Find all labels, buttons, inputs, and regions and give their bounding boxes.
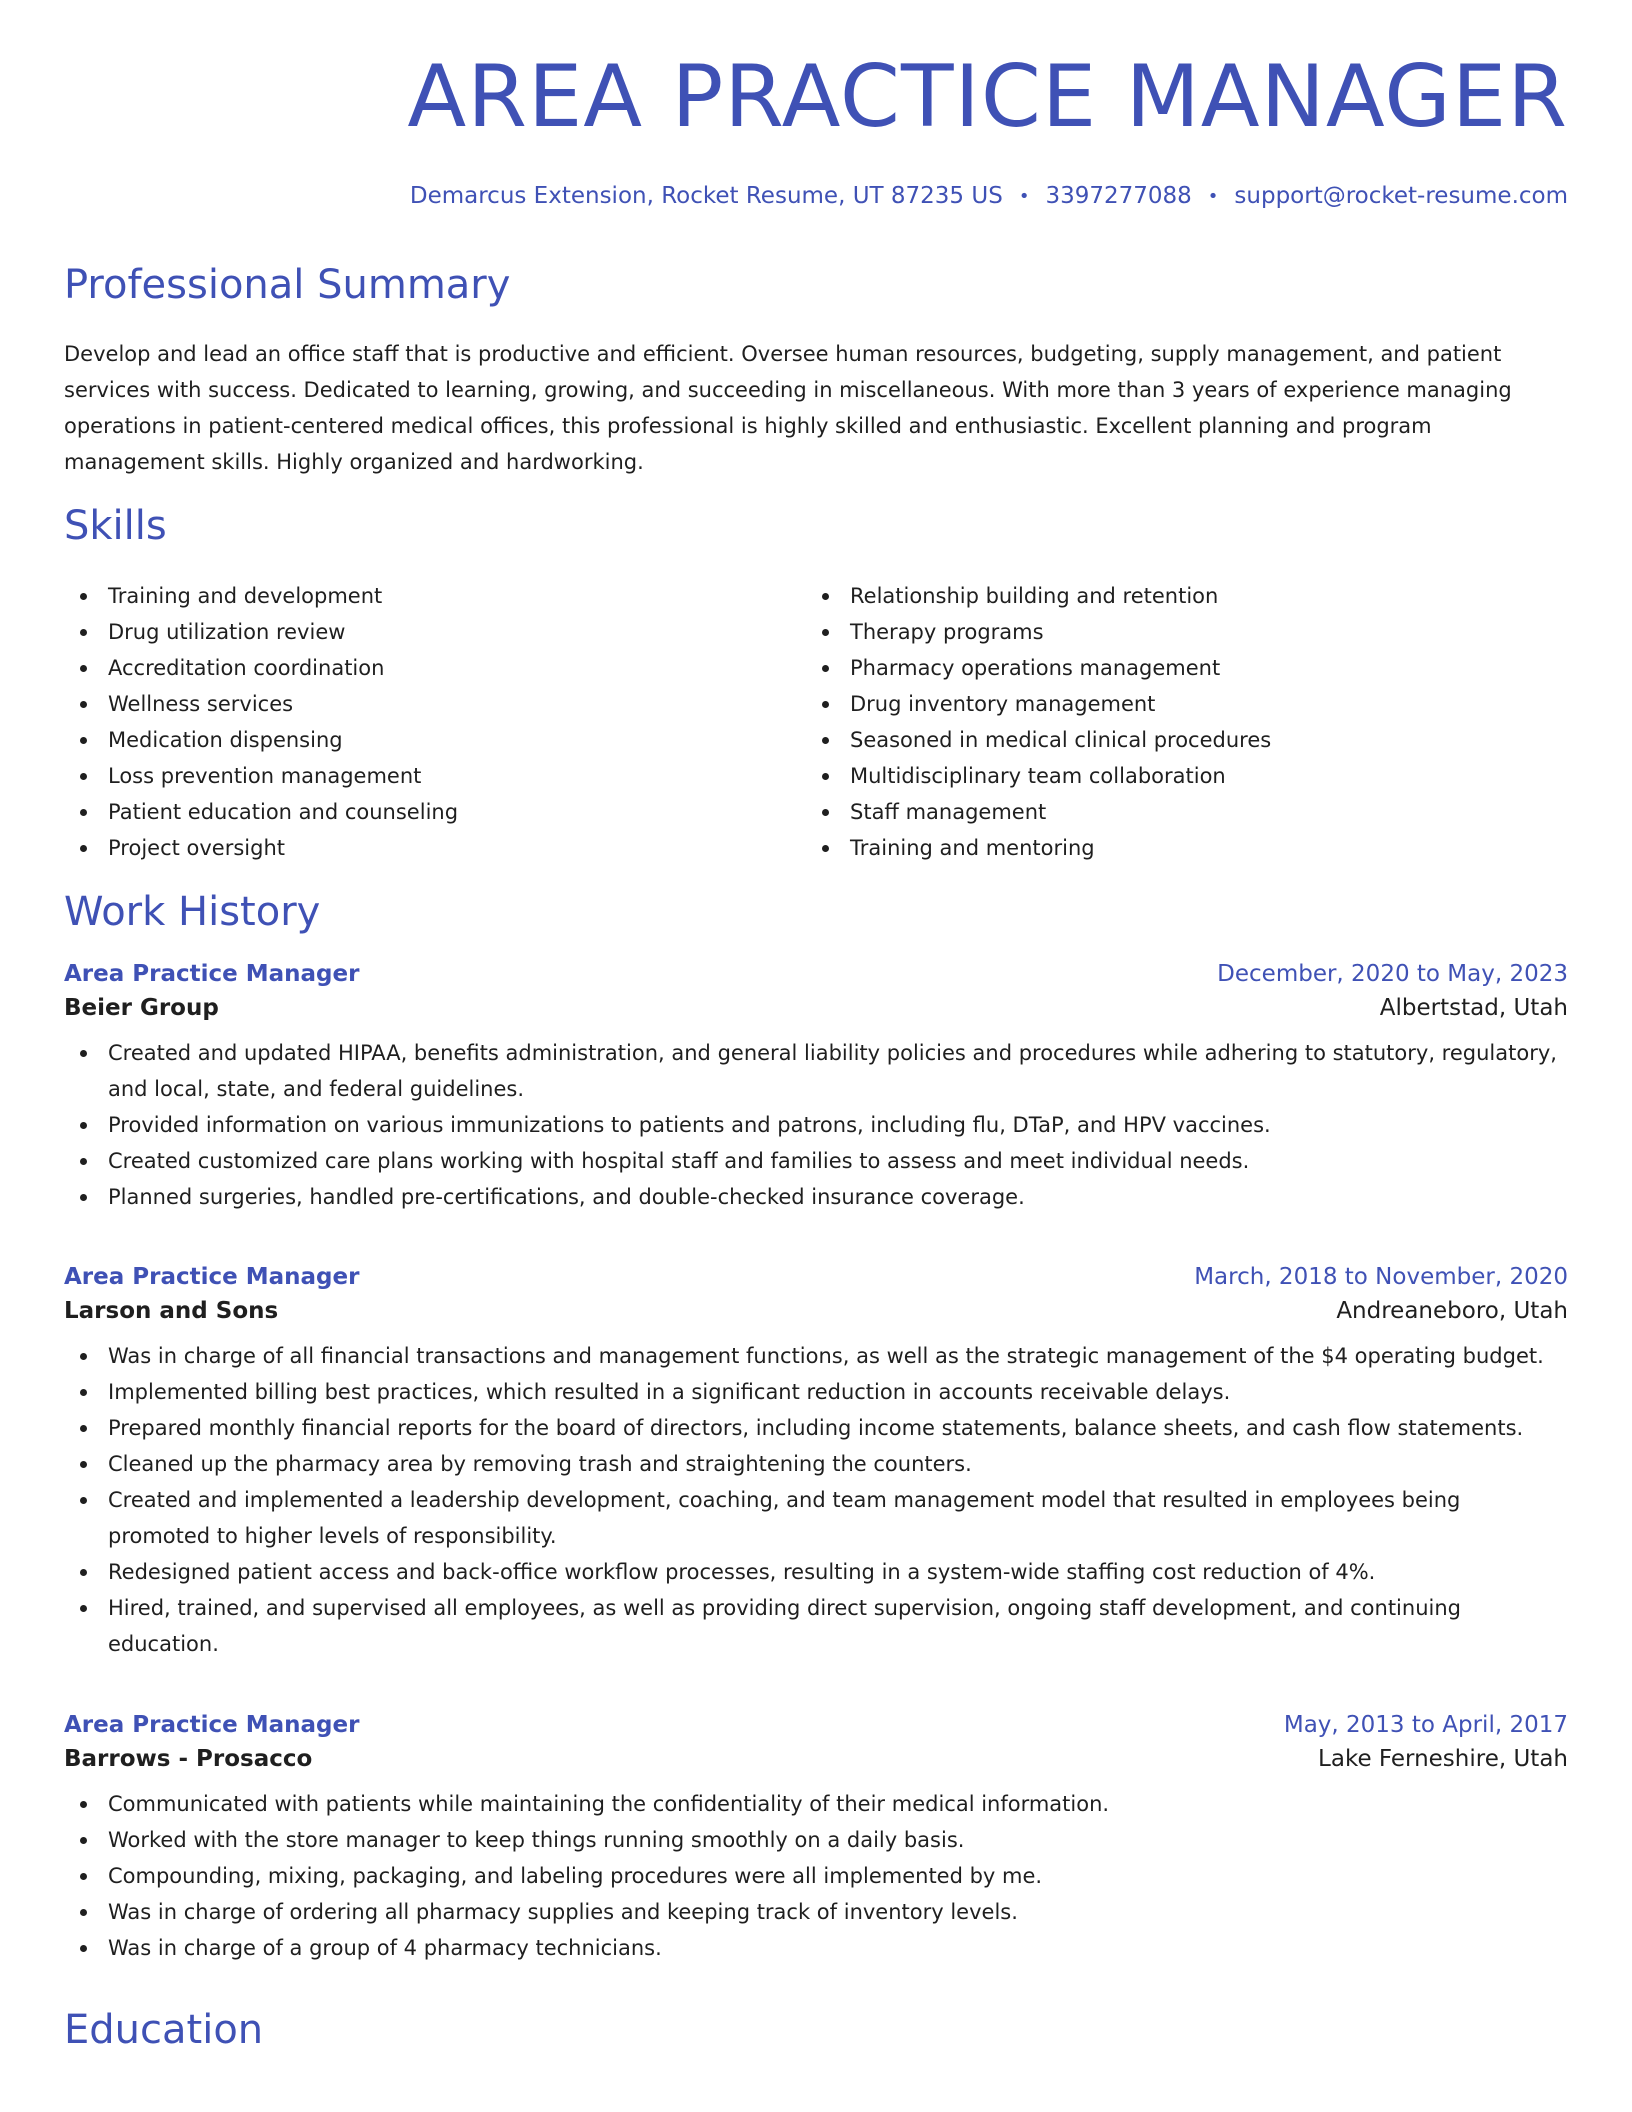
job-duty: Was in charge of ordering all pharmacy supplies and keeping track of inventory levels. [64,1894,1568,1930]
skill-item: Drug inventory management [806,686,1548,722]
skill-item: Patient education and counseling [64,794,806,830]
job-title: Area Practice Manager [64,1712,360,1738]
job-duty: Created customized care plans working with hospital staff and families to assess and meet individual needs. [64,1143,1568,1179]
job-company: Larson and Sons [64,1298,279,1324]
skill-item: Loss prevention management [64,758,806,794]
skill-item: Medication dispensing [64,722,806,758]
job-duty: Prepared monthly financial reports for the board of directors, including income statements, balance sheets, and cash flow statements. [64,1410,1568,1446]
job-duties [64,1035,1568,1215]
job-duty: Hired, trained, and supervised all employees, as well as providing direct supervision, ongoing staff development, and continuing education. [64,1590,1568,1662]
job-dates: March, 2018 to November, 2020 [1194,1264,1568,1290]
job-location: Andreaneboro, Utah [1336,1298,1568,1324]
skill-item: Staff management [806,794,1548,830]
skills-column-left [64,578,806,866]
job-company: Barrows - Prosacco [64,1746,313,1772]
skill-item: Pharmacy operations management [806,650,1548,686]
job-duty: Created and updated HIPAA, benefits administration, and general liability policies and procedures while adhering to statutory, regulatory, and local, state, and federal guidelines. [64,1035,1568,1107]
job-entry [64,1264,1568,1662]
job-duty: Planned surgeries, handled pre-certifications, and double-checked insurance coverage. [64,1179,1568,1215]
skills-column-right [806,578,1548,866]
skill-item: Multidisciplinary team collaboration [806,758,1548,794]
job-company: Beier Group [64,995,219,1021]
resume-name: AREA PRACTICE MANAGER [407,47,1568,147]
job-title: Area Practice Manager [64,961,360,987]
skill-item: Drug utilization review [64,614,806,650]
job-duties [64,1338,1568,1662]
skill-item: Relationship building and retention [806,578,1548,614]
section-title-skills: Skills [64,503,167,549]
job-duty: Redesigned patient access and back-office workflow processes, resulting in a system-wide staffing cost reduction of 4%. [64,1554,1568,1590]
contact-line [410,183,1568,209]
job-duty: Provided information on various immunizations to patients and patrons, including flu, DTaP, and HPV vaccines. [64,1107,1568,1143]
job-duty: Compounding, mixing, packaging, and labeling procedures were all implemented by me. [64,1858,1568,1894]
job-duty: Worked with the store manager to keep things running smoothly on a daily basis. [64,1822,1568,1858]
job-duty: Cleaned up the pharmacy area by removing trash and straightening the counters. [64,1446,1568,1482]
skill-item: Project oversight [64,830,806,866]
contact-email: support@rocket-resume.com [1234,183,1568,209]
job-location: Albertstad, Utah [1379,995,1568,1021]
summary-text: Develop and lead an office staff that is productive and efficient. Oversee human resources, budgeting, supply management, and patient services with success. Dedicated to learning, growing, and succeeding in miscellaneous. With more than 3 years of experience managing operations in patient-centered medical offices, this professional is highly skilled and enthusiastic. Excellent planning and program management skills. Highly organized and hardworking. [64,342,1512,474]
job-duty: Was in charge of all financial transactions and management functions, as well as the strategic management of the $4 operating budget. [64,1338,1568,1374]
job-location: Lake Ferneshire, Utah [1318,1746,1568,1772]
skill-item: Training and mentoring [806,830,1548,866]
job-duties [64,1786,1568,1966]
section-title-education: Education [64,2007,264,2053]
skill-item: Training and development [64,578,806,614]
skills-list [64,578,1568,866]
job-title: Area Practice Manager [64,1264,360,1290]
skill-item: Therapy programs [806,614,1548,650]
skill-item: Wellness services [64,686,806,722]
skill-item: Seasoned in medical clinical procedures [806,722,1548,758]
job-duty: Communicated with patients while maintaining the confidentiality of their medical information. [64,1786,1568,1822]
job-entry [64,1712,1568,1966]
contact-address: Demarcus Extension, Rocket Resume, UT 87235 US [409,183,1003,209]
contact-separator: • [1207,185,1219,207]
job-duty: Created and implemented a leadership development, coaching, and team management model that resulted in employees being promoted to higher levels of responsibility. [64,1482,1568,1554]
job-dates: May, 2013 to April, 2017 [1283,1712,1568,1738]
section-title-work-history: Work History [64,889,321,935]
contact-separator: • [1018,185,1030,207]
job-entry [64,961,1568,1215]
section-title-summary: Professional Summary [64,262,511,308]
job-duty: Implemented billing best practices, which resulted in a significant reduction in accounts receivable delays. [64,1374,1568,1410]
job-dates: December, 2020 to May, 2023 [1217,961,1568,987]
skill-item: Accreditation coordination [64,650,806,686]
contact-phone: 3397277088 [1045,183,1192,209]
job-duty: Was in charge of a group of 4 pharmacy technicians. [64,1930,1568,1966]
